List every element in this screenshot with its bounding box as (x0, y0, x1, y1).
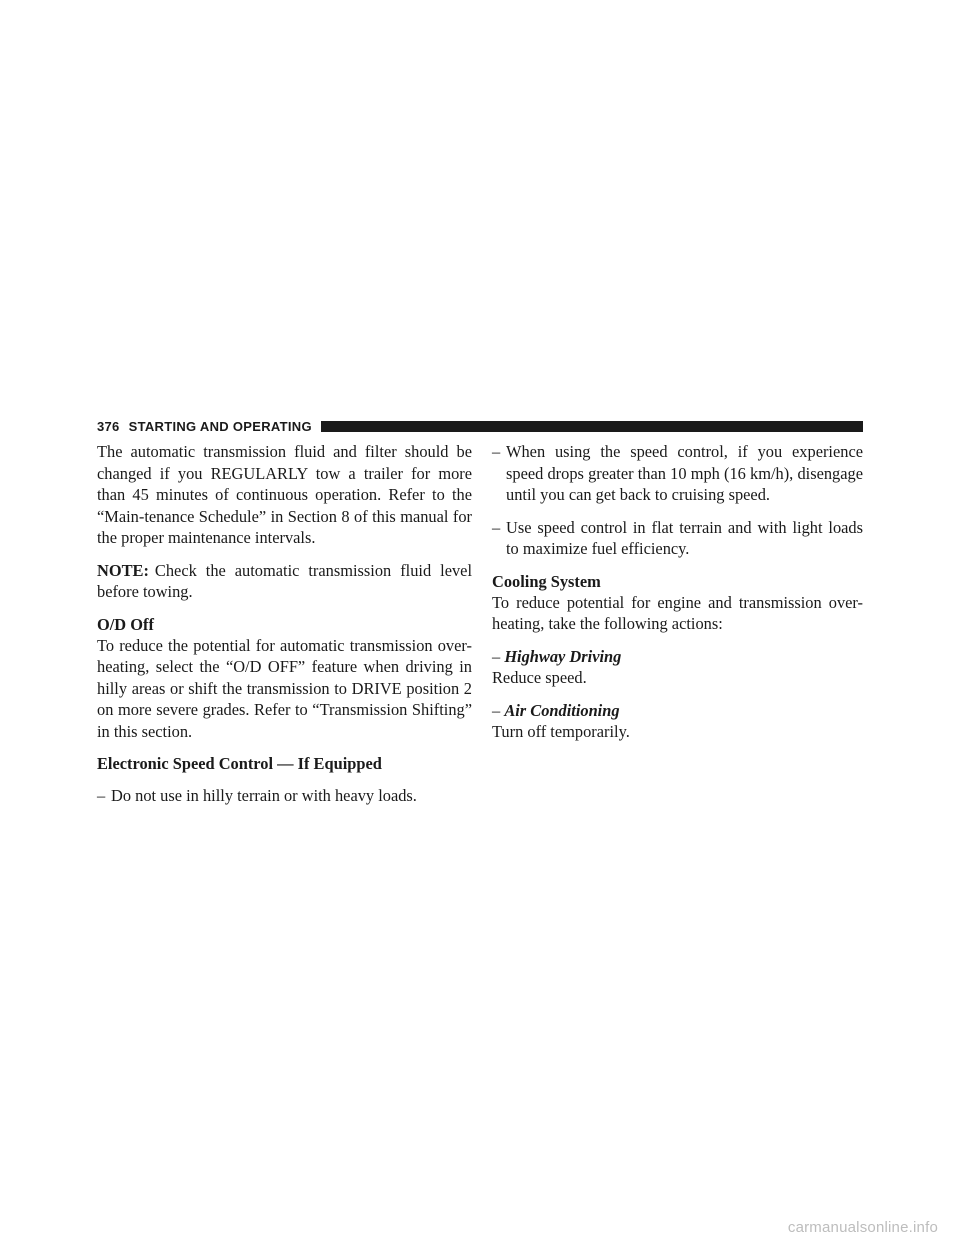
section-title: STARTING AND OPERATING (128, 418, 312, 434)
page-header (97, 416, 863, 436)
cooling-item-text: Turn off temporarily. (492, 722, 630, 741)
dash-glyph: – (492, 646, 501, 666)
right-column (492, 441, 863, 743)
header-rule (321, 421, 863, 432)
dash-glyph: – (492, 517, 501, 537)
list-item (492, 441, 863, 506)
note-text: Check the automatic transmission fluid level before towing. (97, 560, 472, 601)
dash-glyph: – (492, 700, 501, 720)
page-number: 376 (97, 418, 120, 434)
dash-glyph: – (97, 786, 106, 805)
heading-cooling-system: Cooling System (492, 571, 601, 591)
paragraph-transmission-fluid: The automatic transmission fluid and filter should be changed if you REGULARLY tow a trailer for more than 45 minutes of continuous operation. Refer to the “Main-tenance Schedule” in Section 8 of this manual for the proper maintenance intervals. (97, 442, 472, 547)
list-item-text: Use speed control in flat terrain and with light loads to maximize fuel efficiency. (506, 517, 863, 558)
highway-driving-label: Highway Driving (504, 646, 622, 666)
air-conditioning-label: Air Conditioning (504, 700, 620, 720)
cooling-item-text: Reduce speed. (492, 668, 587, 687)
note-label: NOTE: (97, 560, 149, 580)
list-item (97, 785, 472, 807)
left-column (97, 441, 472, 807)
paragraph-cooling: To reduce potential for engine and transmission over-heating, take the following actions: (492, 592, 863, 633)
heading-speed-control: Electronic Speed Control — If Equipped (97, 754, 382, 773)
note-paragraph (97, 560, 472, 603)
list-item (492, 517, 863, 560)
list-item-text: Do not use in hilly terrain or with heavy loads. (111, 786, 417, 805)
cooling-item-title (492, 700, 863, 722)
heading-od-off: O/D Off (97, 614, 154, 634)
paragraph-od-off: To reduce the potential for automatic transmission over-heating, select the “O/D OFF” feature when driving in hilly areas or shift the transmission to DRIVE position 2 on more severe grades. Refer to “Transmission Shifting” in this section. (97, 635, 472, 741)
dash-glyph: – (492, 442, 501, 461)
watermark: carmanualsonline.info (787, 1219, 938, 1236)
list-item-text: When using the speed control, if you experience speed drops greater than 10 mph (16 km/h), disengage until you can get back to cruising speed. (506, 442, 863, 504)
cooling-item-title (492, 646, 863, 668)
